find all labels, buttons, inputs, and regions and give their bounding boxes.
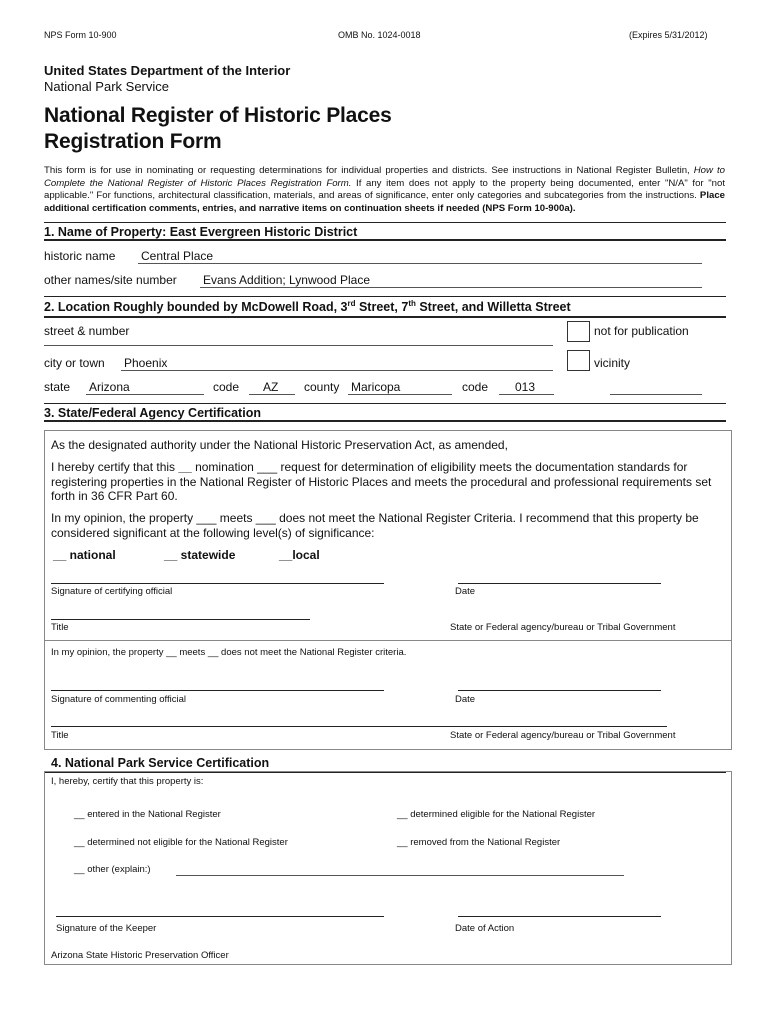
intro-part1: This form is for use in nominating or requesting determinations for individual properties and districts. See instructions in National Register Bulletin, [44,165,694,176]
vicinity-label: vicinity [594,356,631,370]
section4-intro: I, hereby, certify that this property is: [51,776,204,787]
title2-label: Title [51,730,69,741]
omb-number: OMB No. 1024-0018 [338,30,421,40]
sig-cert-line[interactable] [51,583,384,584]
historic-name-label: historic name [44,249,116,263]
other-explain-line[interactable] [176,875,624,876]
historic-name-line [138,263,702,264]
intro-part2: If any item does not apply to the property being documented, enter "N/A" for "not applicable." For functions, architectural classification, materials, and areas of significance, enter only categories and subcategories from the instructions. [44,177,725,202]
county-code-line [499,394,554,395]
keeper-sig-line[interactable] [56,916,384,917]
section2-heading [44,299,571,314]
not-for-publication-checkbox[interactable] [567,321,590,342]
section2-bottom-rule [44,316,726,318]
county-code-label: code [462,380,489,394]
footer-officer: Arizona State Historic Preservation Officer [51,950,229,961]
option-eligible[interactable]: __ determined eligible for the National Register [397,809,596,820]
sig-comment-label: Signature of commenting official [51,694,187,705]
state-code-line [249,394,295,395]
date1-label: Date [455,586,476,597]
intro-bold: Place additional certification comments, entries, and narrative items on continuation sheets if needed (NPS Form 10-900a). [44,190,725,214]
level-national[interactable]: __ national [53,548,116,562]
date1-line[interactable] [458,583,661,584]
form-title-line1: National Register of Historic Places [44,104,392,127]
city-field[interactable]: Phoenix [124,356,168,370]
form-number: NPS Form 10-900 [44,30,117,40]
county-label: county [304,380,340,394]
county-code-field[interactable]: 013 [515,380,536,394]
section1-heading: 1. Name of Property: East Evergreen Historic District [44,225,358,239]
intro-text [44,165,725,215]
section2-heading-a: 2. Location Roughly bounded by McDowell Road, 3 [44,300,348,315]
section1-bottom-rule [44,239,726,241]
section3-divider [44,640,731,641]
cert-p3: In my opinion, the property ___ meets ___ does not meet the National Register Criteria. I recommend that this property be considered significant at the following level(s) of significance: [51,511,699,540]
title2-line[interactable] [51,726,667,727]
section4-heading: 4. National Park Service Certification [51,756,270,770]
street-number-line[interactable] [44,345,553,346]
section2-heading-b: Street, 7 [355,300,409,315]
state-code-label: code [213,380,240,394]
cert-p1: As the designated authority under the National Historic Preservation Act, as amended, [51,438,508,452]
section3-heading: 3. State/Federal Agency Certification [44,406,261,420]
state-field[interactable]: Arizona [89,380,130,394]
intro-italic: How to Complete the National Register of Historic Places Registration Form. [44,165,725,189]
city-line [121,370,553,371]
gov1-label: State or Federal agency/bureau or Tribal Government [450,622,676,633]
department-name: United States Department of the Interior [44,63,291,78]
form-title-line2: Registration Form [44,130,222,153]
expiration-date: (Expires 5/31/2012) [629,30,708,40]
sig-comment-line[interactable] [51,690,384,691]
date2-label: Date [455,694,476,705]
not-for-publication-label: not for publication [594,324,689,338]
other-names-field[interactable]: Evans Addition; Lynwood Place [203,273,370,287]
section3-bottom-rule [44,420,726,422]
cert-p2b: __ [178,460,192,474]
section2-sup1: rd [347,299,356,308]
service-name: National Park Service [44,79,169,94]
opinion-text: In my opinion, the property __ meets __ does not meet the National Register criteria. [51,647,407,658]
option-entered[interactable]: __ entered in the National Register [74,809,221,820]
county-line [348,394,452,395]
county-field[interactable]: Maricopa [351,380,401,394]
cert-p2a: I hereby certify that this [51,460,179,474]
option-removed[interactable]: __ removed from the National Register [397,837,561,848]
state-code-field[interactable]: AZ [263,380,279,394]
option-not-eligible[interactable]: __ determined not eligible for the National Register [74,837,288,848]
option-other[interactable]: __ other (explain:) [74,864,151,875]
section1-top-rule [44,222,726,223]
other-names-label: other names/site number [44,273,177,287]
date-action-label: Date of Action [455,923,515,934]
city-label: city or town [44,356,105,370]
vicinity-checkbox[interactable] [567,350,590,371]
date2-line[interactable] [458,690,661,691]
cert-p2 [51,460,721,504]
historic-name-field[interactable]: Central Place [141,249,214,263]
section3-top-rule [44,403,726,404]
extra-line [610,394,702,395]
cert-p2c: nomination ___ request for determination of eligibility meets the documentation standards for registering properties in the National Register of Historic Places and meets the procedural and professional requirements set forth in 36 CFR Part 60. [51,460,712,503]
keeper-sig-label: Signature of the Keeper [56,923,157,934]
section2-heading-c: Street, and Willetta Street [415,300,571,315]
date-action-line[interactable] [458,916,661,917]
gov2-label: State or Federal agency/bureau or Tribal Government [450,730,676,741]
title1-label: Title [51,622,69,633]
state-label: state [44,380,71,394]
level-statewide[interactable]: __ statewide [164,548,236,562]
title1-line[interactable] [51,619,310,620]
level-local[interactable]: __local [279,548,320,562]
state-line [86,394,204,395]
street-number-label: street & number [44,324,130,338]
section2-sup2: th [408,299,416,308]
section2-top-rule [44,296,726,297]
sig-cert-label: Signature of certifying official [51,586,173,597]
other-names-line [200,287,702,288]
